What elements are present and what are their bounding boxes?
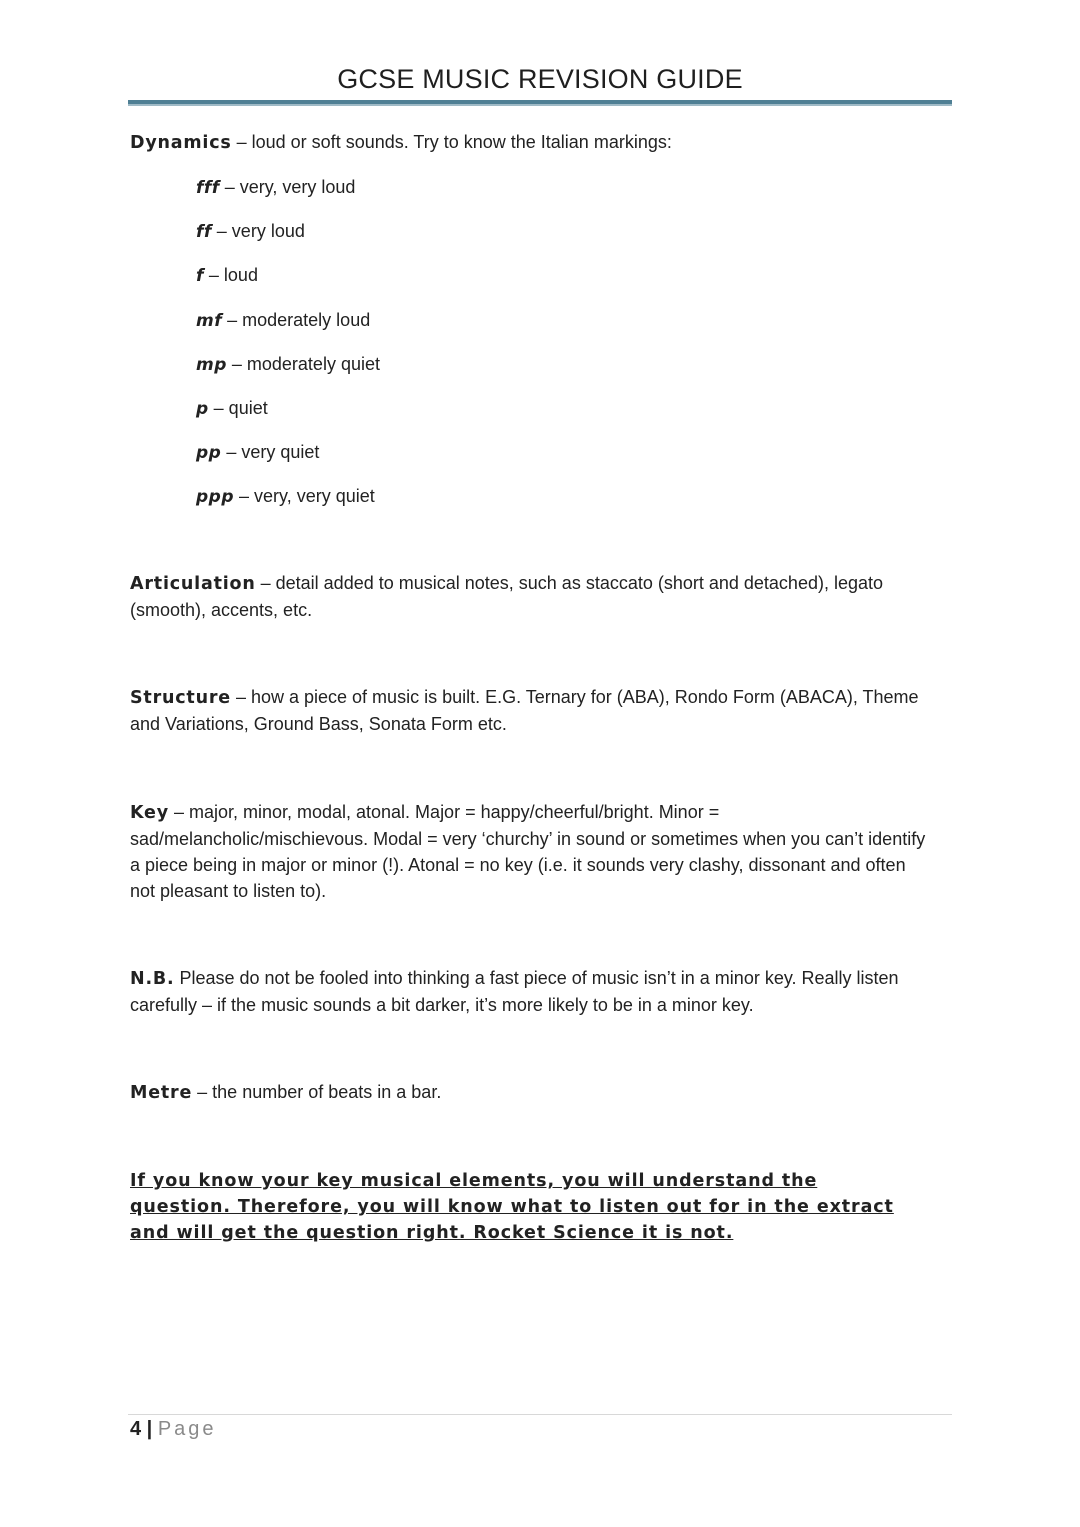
dynamic-desc: – very, very quiet: [234, 486, 375, 507]
footer-divider: [128, 1414, 952, 1415]
dynamic-item-ppp: [196, 483, 380, 527]
dynamics-term: Dynamics: [130, 133, 232, 153]
dynamic-mark: ff: [196, 222, 212, 243]
dynamic-desc: – moderately quiet: [226, 353, 380, 374]
page-separator: |: [141, 1418, 158, 1440]
structure-section: [130, 684, 945, 737]
key-takeaway: If you know your key musical elements, you will understand the question. Therefore, you will know what to listen out for in the extract and will get the question right. Rocket Science it is not.: [130, 1171, 894, 1243]
dynamic-mark: mf: [196, 310, 223, 331]
structure-text: – how a piece of music is built. E.G. Ternary for (ABA), Rondo Form (ABACA), Theme and Variations, Ground Bass, Sonata Form etc.: [130, 687, 919, 734]
dynamic-desc: – quiet: [208, 397, 268, 418]
dynamic-mark: f: [196, 266, 204, 287]
dynamic-mark: mp: [196, 354, 227, 375]
nb-term: N.B.: [130, 969, 175, 989]
dynamics-text: – loud or soft sounds. Try to know the Italian markings:: [231, 132, 672, 152]
metre-term: Metre: [130, 1083, 193, 1103]
nb-text: Please do not be fooled into thinking a fast piece of music isn’t in a minor key. Really listen carefully – if the music sounds a bit darker, it’s more likely to be in a minor key.: [130, 968, 899, 1015]
dynamic-mark: p: [196, 398, 209, 419]
page-footer: [130, 1416, 217, 1442]
dynamic-mark: pp: [196, 443, 222, 464]
articulation-section: [130, 570, 945, 623]
structure-term: Structure: [130, 688, 231, 708]
dynamics-section: [130, 129, 945, 156]
dynamic-item-f: [196, 262, 380, 306]
key-text: – major, minor, modal, atonal. Major = happy/cheerful/bright. Minor = sad/melancholic/mischievous. Modal = very ‘churchy’ in sound or sometimes when you can’t identify a piece being in major or minor (!). Atonal = no key (i.e. it sounds very clashy, dissonant and often not pleasant to listen to).: [130, 802, 926, 901]
key-term: Key: [130, 803, 169, 823]
dynamics-list: [196, 174, 380, 528]
dynamic-desc: – very quiet: [221, 442, 320, 463]
dynamic-item-mp: [196, 351, 380, 395]
page-title: GCSE MUSIC REVISION GUIDE: [337, 64, 743, 94]
dynamic-item-fff: [196, 174, 380, 218]
dynamic-mark: ppp: [196, 487, 235, 508]
dynamic-item-ff: [196, 218, 380, 262]
dynamic-desc: – moderately loud: [222, 309, 371, 330]
dynamic-mark: fff: [196, 178, 220, 198]
metre-section: [130, 1079, 945, 1106]
page-number: 4: [130, 1418, 142, 1440]
dynamic-item-pp: [196, 439, 380, 483]
dynamic-item-mf: [196, 307, 380, 351]
dynamic-desc: – loud: [203, 265, 258, 286]
key-section: [130, 799, 935, 904]
articulation-text: – detail added to musical notes, such as staccato (short and detached), legato (smooth), accents, etc.: [130, 573, 884, 620]
dynamic-desc: – very loud: [211, 221, 305, 242]
metre-text: – the number of beats in a bar.: [192, 1082, 442, 1102]
nb-section: [130, 965, 950, 1018]
articulation-term: Articulation: [130, 574, 256, 594]
dynamic-item-p: [196, 395, 380, 439]
dynamic-desc: – very, very loud: [219, 177, 356, 197]
title-divider: [128, 100, 952, 106]
page-label: Page: [157, 1418, 217, 1440]
